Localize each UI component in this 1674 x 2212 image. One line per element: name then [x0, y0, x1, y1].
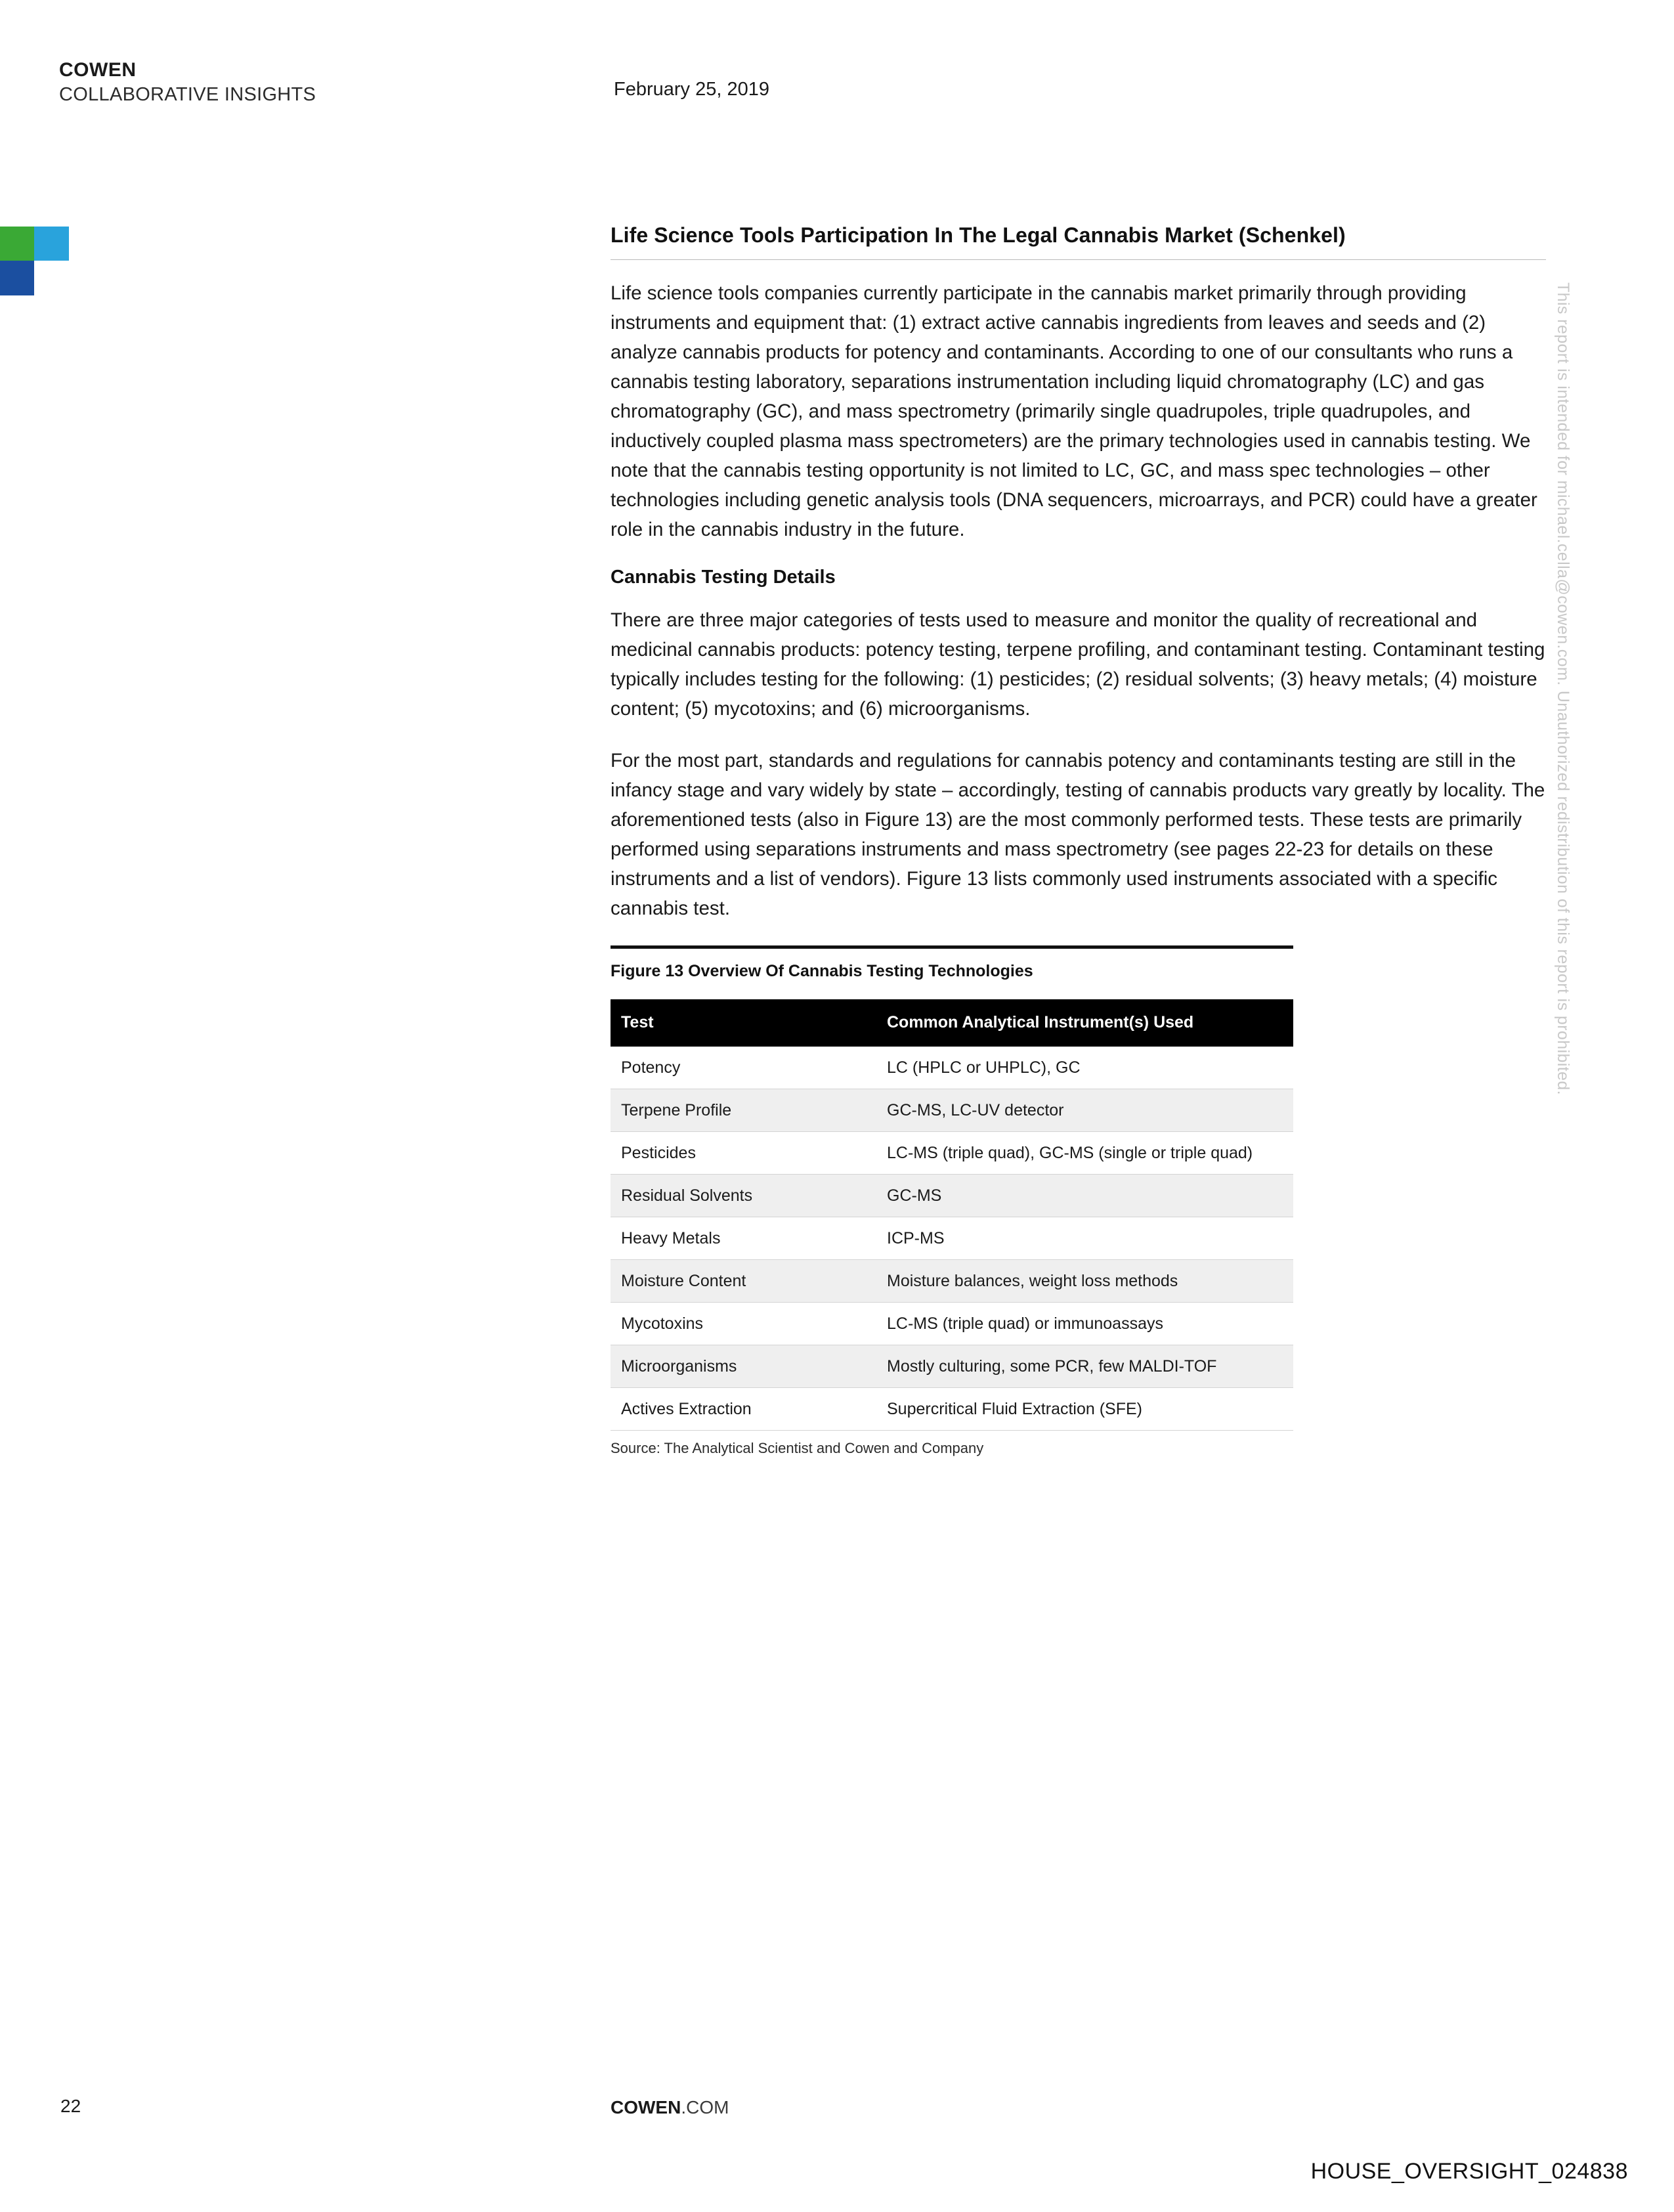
table-row [611, 1089, 1293, 1132]
brand-block [59, 58, 316, 106]
paragraph-2: There are three major categories of tests used to measure and monitor the quality of recreational and medicinal cannabis products: potency testing, terpene profiling, and contaminant testing. Contaminant testing typically includes testing for the following: (1) pesticides; (2) residual solvents; (3) heavy metals; (4) moisture content; (5) mycotoxins; and (6) microorganisms. [611, 609, 1545, 720]
cell-test: Pesticides [611, 1132, 876, 1175]
cell-test: Microorganisms [611, 1345, 876, 1388]
paragraph-1: Life science tools companies currently participate in the cannabis market primarily through providing instruments and equipment that: (1) extract active cannabis ingredients from leaves and seeds and (2) analyze cannabis products for potency and contaminants. According to one of our consultants who runs a cannabis testing laboratory, separations instrumentation including liquid chromatography (LC) and gas chromatography (GC), and mass spectrometry (primarily single quadrupoles, triple quadrupoles, and inductively coupled plasma mass spectrometers) are the primary technologies used in cannabis testing. We note that the cannabis testing opportunity is not limited to LC, GC, and mass spec technologies – other technologies including genetic analysis tools (DNA sequencers, microarrays, and PCR) could have a greater role in the cannabis industry in the future. [611, 282, 1537, 540]
cell-test: Actives Extraction [611, 1388, 876, 1431]
cell-test: Heavy Metals [611, 1217, 876, 1260]
section-title: Life Science Tools Participation In The Legal Cannabis Market (Schenkel) [611, 223, 1346, 247]
cell-instrument: Supercritical Fluid Extraction (SFE) [876, 1388, 1293, 1431]
logo-square-dark-blue [0, 261, 34, 295]
logo-square-green [0, 227, 34, 261]
cell-test: Residual Solvents [611, 1175, 876, 1217]
cell-instrument: Mostly culturing, some PCR, few MALDI-TOF [876, 1345, 1293, 1388]
cell-instrument: LC (HPLC or UHPLC), GC [876, 1047, 1293, 1089]
table-row [611, 1388, 1293, 1431]
column-header-test: Test [611, 999, 876, 1047]
cell-instrument: GC-MS [876, 1175, 1293, 1217]
footer-brand: COWEN [611, 2097, 681, 2117]
brand-subtitle: COLLABORATIVE INSIGHTS [59, 83, 316, 105]
figure-title: Figure 13 Overview Of Cannabis Testing Technologies [611, 962, 1033, 980]
cell-test: Mycotoxins [611, 1303, 876, 1345]
bates-number: HOUSE_OVERSIGHT_024838 [1310, 2159, 1628, 2184]
subheading-cannabis-testing-details: Cannabis Testing Details [611, 567, 836, 588]
cell-test: Terpene Profile [611, 1089, 876, 1132]
cell-instrument: LC-MS (triple quad), GC-MS (single or triple quad) [876, 1132, 1293, 1175]
cell-instrument: LC-MS (triple quad) or immunoassays [876, 1303, 1293, 1345]
table-header-row [611, 999, 1293, 1047]
report-date: February 25, 2019 [614, 79, 769, 100]
footer-website [611, 2097, 729, 2118]
watermark-text: This report is intended for michael.cella@cowen.com. Unauthorized redistribution of this report is prohibited. [1554, 282, 1572, 1096]
table-row [611, 1047, 1293, 1089]
cell-instrument: GC-MS, LC-UV detector [876, 1089, 1293, 1132]
table-row [611, 1132, 1293, 1175]
table-row [611, 1303, 1293, 1345]
table-row [611, 1260, 1293, 1303]
main-content [611, 223, 1549, 1457]
cell-instrument: ICP-MS [876, 1217, 1293, 1260]
table-row [611, 1217, 1293, 1260]
cowen-logo-squares [0, 227, 69, 295]
table-row [611, 1175, 1293, 1217]
cannabis-testing-table [611, 999, 1293, 1431]
paragraph-3: For the most part, standards and regulations for cannabis potency and contaminants testing are still in the infancy stage and vary widely by state – accordingly, testing of cannabis products vary greatly by locality. The aforementioned tests (also in Figure 13) are the most commonly performed tests. These tests are primarily performed using separations instruments and mass spectrometry (see pages 22-23 for details on these instruments and a list of vendors). Figure 13 lists commonly used instruments associated with a specific cannabis test. [611, 750, 1545, 919]
title-divider [611, 259, 1546, 260]
figure-13 [611, 945, 1293, 1457]
brand-name: COWEN [59, 59, 137, 81]
figure-top-rule [611, 945, 1293, 949]
cell-test: Potency [611, 1047, 876, 1089]
table-row [611, 1345, 1293, 1388]
column-header-instruments: Common Analytical Instrument(s) Used [876, 999, 1293, 1047]
footer-brand-suffix: .COM [681, 2097, 729, 2117]
cell-instrument: Moisture balances, weight loss methods [876, 1260, 1293, 1303]
logo-square-light-blue [34, 227, 69, 261]
cell-test: Moisture Content [611, 1260, 876, 1303]
page-number: 22 [60, 2096, 81, 2116]
figure-source: Source: The Analytical Scientist and Cowen and Company [611, 1440, 984, 1456]
logo-square-white [34, 261, 69, 295]
page-header [59, 58, 1615, 117]
